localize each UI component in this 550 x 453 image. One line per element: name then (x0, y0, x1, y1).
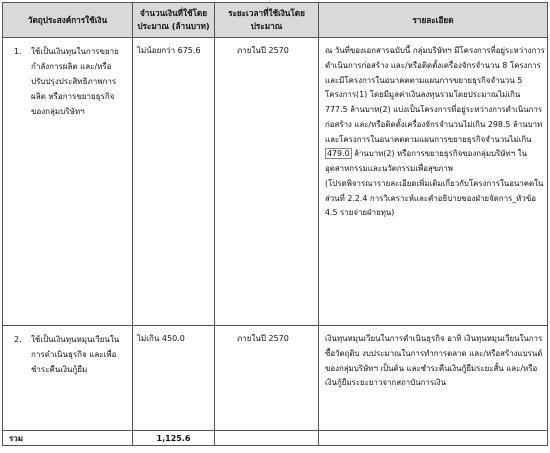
total-empty-cell (215, 431, 319, 446)
details-cell (319, 326, 548, 431)
period-cell (215, 326, 319, 431)
objective-text: ใช้เป็นเงินทุนในการขยายกำลังการผลิต และ/หรือ ปรับปรุงประสิทธิภาพการผลิต หรือการขยายธุรกิจของกลุ่มบริษัทฯ (31, 47, 119, 116)
use-of-proceeds-table (2, 2, 548, 446)
table-row (3, 38, 548, 326)
details-note: (โปรดพิจารณารายละเอียดเพิ่มเติมเกี่ยวกับโครงการในอนาคตในส่วนที่ 2.2.4 การวิเคราะห์และคำอธิบายของฝ่ายจัดการ_หัวข้อ 4.5 รายจ่ายฝ่ายทุน) (325, 178, 544, 218)
table-row (3, 326, 548, 431)
header-objective: วัตถุประสงค์การใช้เงิน (3, 3, 133, 38)
total-row (3, 431, 548, 446)
header-row (3, 3, 548, 38)
amount-cell (133, 326, 215, 431)
total-label-cell: รวม (3, 431, 133, 446)
header-period: ระยะเวลาที่ใช้เงินโดยประมาณ (215, 3, 319, 38)
header-amount: จำนวนเงินที่ใช้โดยประมาณ (ล้านบาท) (133, 3, 215, 38)
amount-cell (133, 38, 215, 326)
header-details: รายละเอียด (319, 3, 548, 38)
objective-cell (3, 38, 133, 326)
amount-text: ไม่เกิน 450.0 (137, 334, 185, 343)
period-cell (215, 38, 319, 326)
total-amount-cell: 1,125.6 (133, 431, 215, 446)
objective-text: ใช้เป็นเงินทุนหมุนเวียนในการดำเนินธุรกิจ และเพื่อชำระคืนเงินกู้ยืม (31, 335, 120, 374)
row-number: 1. (14, 47, 22, 56)
details-paragraph: เงินทุนหมุนเวียนในการดำเนินธุรกิจ อาทิ เงินทุนหมุนเวียนในการซื้อวัตถุดิบ งบประมาณในการทำการตลาด และ/หรือสร้างแบรนด์ของกลุ่มบริษัทฯ เป็นต้น และชำระคืนเงินกู้ยืมระยะสั้น และ/หรือเงินกู้ยืมระยะยาวจากสถาบันการเงิน (325, 334, 543, 388)
highlighted-amount: 479.0 (327, 149, 350, 159)
details-cell (319, 38, 548, 326)
objective-cell (3, 326, 133, 431)
row-number: 2. (14, 335, 22, 344)
period-text: ภายในปี 2570 (237, 334, 289, 343)
amount-text: ไม่น้อยกว่า 675.6 (137, 46, 201, 55)
total-empty-cell (319, 431, 548, 446)
period-text: ภายในปี 2570 (237, 46, 289, 55)
details-paragraph: ณ วันที่ของเอกสารฉบับนี้ กลุ่มบริษัทฯ มีโครงการที่อยู่ระหว่างการดำเนินการก่อสร้าง และ/หรือติดตั้งเครื่องจักรจำนวน 8 โครงการ และมีโครงการในอนาคตตามแผนการขยายธุรกิจจำนวน 5 โครงการ(1) โดยมีมูลค่าเงินลงทุนรวมโดยประมาณไม่เกิน 777.5 ล้านบาท(2) แบ่งเป็นโครงการที่อยู่ระหว่างการดำเนินการก่อสร้าง และ/หรือติดตั้งเครื่องจักรจำนวนไม่เกิน 298.5 ล้านบาท และโครงการในอนาคตตามแผนการขยายธุรกิจจำนวนไม่เกิน 479.0 ล้านบาท(2) หรือการขยายธุรกิจของกลุ่มบริษัทฯ ในอุตสาหกรรมและนวัตกรรมเพื่อสุขภาพ (325, 46, 545, 173)
